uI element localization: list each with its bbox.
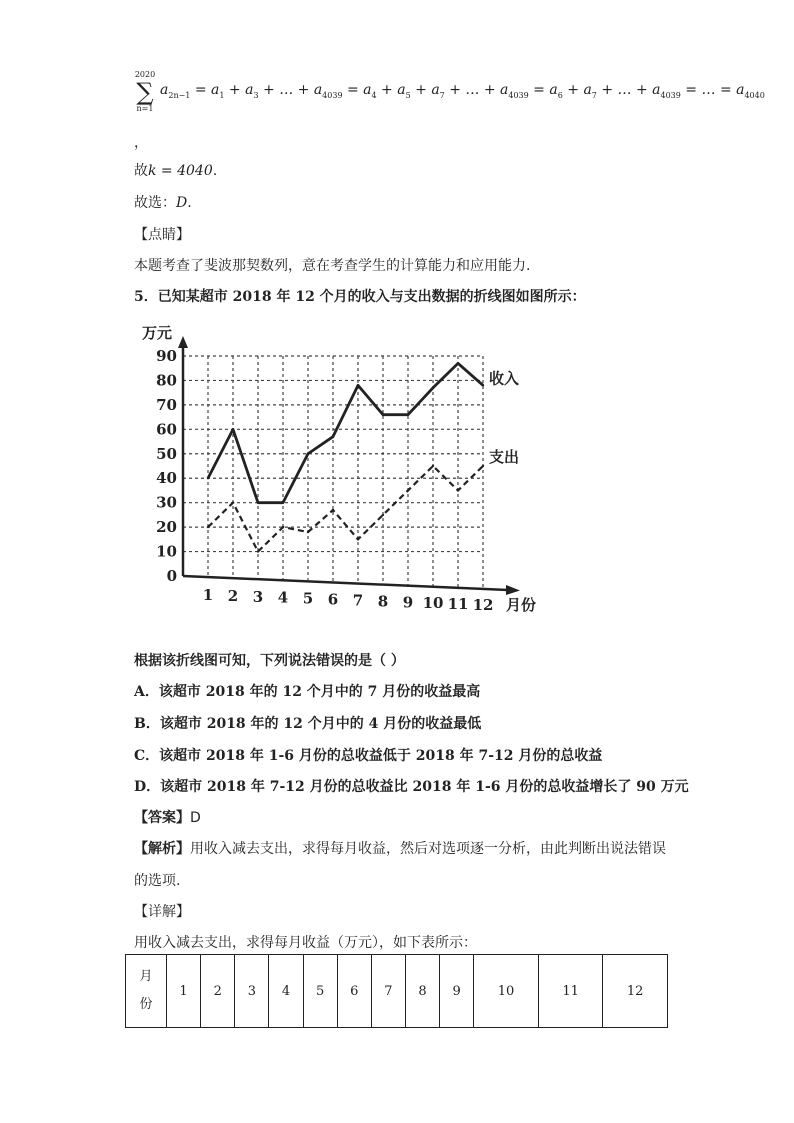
formula-subscript: 5 — [405, 90, 411, 100]
formula-term: + a — [562, 82, 592, 98]
table-cell: 1 — [167, 955, 201, 1028]
x-axis-arrow — [506, 585, 520, 595]
option-d: D．该超市 2018 年 7-12 月份的总收益比 2018 年 1-6 月份的总收益增长了 90 万元 — [134, 779, 689, 795]
table-cell: 6 — [337, 955, 371, 1028]
data-point — [407, 489, 409, 491]
table-cell: 9 — [440, 955, 474, 1028]
data-point — [307, 531, 309, 533]
x-tick-label: 5 — [302, 589, 314, 608]
table-row — [126, 955, 668, 1028]
header-char-1: 月 — [139, 969, 153, 984]
table-cell: 12 — [603, 955, 668, 1028]
x-tick-label: 6 — [327, 590, 339, 609]
data-point — [207, 477, 209, 479]
y-tick-label: 0 — [166, 567, 177, 585]
dianjing-body: 本题考查了斐波那契数列，意在考查学生的计算能力和应用能力. — [134, 258, 531, 274]
table-cell: 11 — [538, 955, 603, 1028]
series-label: 收入 — [489, 369, 520, 388]
option-c: C．该超市 2018 年 1-6 月份的总收益低于 2018 年 7-12 月份的总收益 — [134, 748, 603, 764]
k-conclusion — [134, 160, 217, 180]
x-tick-label: 7 — [352, 591, 364, 610]
answer-line — [134, 807, 201, 827]
y-axis-arrow — [178, 336, 188, 348]
analysis-body-1: 用收入减去支出，求得每月收益，然后对选项逐一分析，由此判断出说法错误 — [190, 841, 666, 857]
formula-subscript: 4039 — [508, 90, 529, 100]
formula-term: + … + a — [444, 82, 509, 98]
y-tick-label: 30 — [156, 493, 177, 512]
table-cell: 10 — [474, 955, 539, 1028]
data-point — [282, 526, 284, 528]
formula-term: + … + a — [258, 82, 323, 98]
x-tick-label: 12 — [472, 596, 494, 614]
formula-subscript: 7 — [591, 90, 597, 100]
table-cell: 7 — [371, 955, 405, 1028]
data-point — [432, 465, 434, 467]
data-point — [307, 453, 309, 455]
x-tick-label: 3 — [252, 587, 264, 606]
table-header-cell — [126, 955, 167, 1028]
series-label: 支出 — [489, 448, 520, 466]
x-tick-label: 8 — [377, 592, 389, 611]
data-point — [482, 384, 484, 386]
formula-subscript: 6 — [557, 90, 563, 100]
x-tick-label: 10 — [422, 594, 444, 613]
choose-line — [134, 192, 192, 212]
data-point — [332, 509, 334, 511]
data-point — [482, 465, 484, 467]
formula-term: a — [160, 82, 169, 98]
data-point — [382, 413, 384, 415]
formula-expression — [160, 82, 765, 100]
y-tick-label: 70 — [156, 395, 177, 414]
k-suffix: . — [212, 163, 218, 179]
sigma-sign: ∑ — [136, 78, 154, 106]
question-prompt: 根据该折线图可知，下列说法错误的是（ ） — [134, 653, 405, 669]
y-tick-label: 10 — [156, 542, 177, 561]
formula-term: + … + a — [596, 82, 661, 98]
table-cell: 3 — [235, 955, 269, 1028]
x-axis-label: 月份 — [506, 596, 537, 614]
formula-term: + a — [376, 82, 406, 98]
table-cell: 8 — [405, 955, 439, 1028]
data-point — [332, 435, 334, 437]
data-point — [282, 501, 284, 503]
question-title: 5．已知某超市 2018 年 12 个月的收入与支出数据的折线图如图所示： — [134, 289, 586, 305]
data-point — [457, 362, 459, 364]
x-tick-label: 1 — [202, 586, 214, 604]
k-prefix: 故 — [134, 163, 148, 179]
data-point — [357, 384, 359, 386]
sigma-symbol — [134, 70, 156, 113]
formula-subscript: 2n−1 — [168, 90, 191, 100]
formula-term: + a — [224, 82, 254, 98]
option-a: A．该超市 2018 年的 12 个月中的 7 月份的收益最高 — [134, 684, 481, 700]
choose-value: D — [176, 195, 188, 211]
formula-trailing-comma: ， — [134, 135, 148, 151]
table-cell: 5 — [303, 955, 337, 1028]
table-cell: 4 — [269, 955, 303, 1028]
formula-subscript: 4039 — [322, 90, 343, 100]
detail-body: 用收入减去支出，求得每月收益（万元），如下表所示： — [134, 935, 477, 951]
y-tick-label: 90 — [156, 347, 177, 365]
formula-term: + a — [410, 82, 440, 98]
data-point — [232, 501, 234, 503]
analysis-line-1 — [134, 838, 666, 858]
data-point — [432, 387, 434, 389]
formula-subscript: 1 — [219, 90, 225, 100]
formula-term: = … = a — [680, 82, 745, 98]
x-tick-label: 11 — [447, 595, 469, 614]
k-math: k = 4040 — [148, 163, 213, 179]
y-axis-label: 万元 — [142, 324, 173, 342]
data-point — [382, 514, 384, 516]
analysis-line-2: 的选项. — [134, 873, 181, 889]
formula-subscript: 7 — [439, 90, 445, 100]
sigma-lower-limit: n=1 — [136, 104, 154, 113]
formula-subscript: 4 — [371, 90, 377, 100]
data-point — [357, 538, 359, 540]
data-point — [232, 428, 234, 430]
data-point — [207, 526, 209, 528]
formula-subscript: 4039 — [660, 90, 681, 100]
option-b: B．该超市 2018 年的 12 个月中的 4 月份的收益最低 — [134, 716, 482, 732]
answer-label: 【答案】 — [134, 810, 190, 826]
analysis-label: 【解析】 — [134, 841, 190, 857]
data-point — [407, 413, 409, 415]
sigma-upper-limit: 2020 — [134, 70, 156, 79]
data-point — [257, 501, 259, 503]
data-point — [457, 489, 459, 491]
data-point — [257, 550, 259, 552]
income-expense-line-chart — [138, 320, 548, 620]
y-tick-label: 60 — [156, 420, 177, 439]
y-tick-label: 40 — [156, 469, 177, 488]
table-cell: 2 — [201, 955, 235, 1028]
header-char-2: 份 — [139, 997, 153, 1012]
choose-suffix: . — [187, 195, 192, 211]
formula-term: = a — [190, 82, 220, 98]
summation-formula — [134, 70, 765, 120]
answer-value: D — [190, 810, 201, 826]
y-tick-label: 20 — [156, 518, 177, 537]
y-tick-label: 50 — [156, 444, 177, 463]
formula-term: = a — [342, 82, 372, 98]
x-tick-label: 9 — [402, 593, 414, 612]
choose-prefix: 故选： — [134, 195, 176, 211]
formula-term: = a — [528, 82, 558, 98]
formula-subscript: 3 — [253, 90, 259, 100]
y-tick-label: 80 — [156, 371, 177, 390]
monthly-profit-table — [125, 954, 668, 1028]
formula-subscript: 4040 — [744, 90, 765, 100]
dianjing-heading: 【点睛】 — [134, 227, 190, 243]
x-tick-label: 4 — [277, 588, 289, 607]
x-tick-label: 2 — [227, 586, 239, 605]
detail-heading: 【详解】 — [134, 904, 190, 920]
series-line-1 — [208, 363, 483, 502]
